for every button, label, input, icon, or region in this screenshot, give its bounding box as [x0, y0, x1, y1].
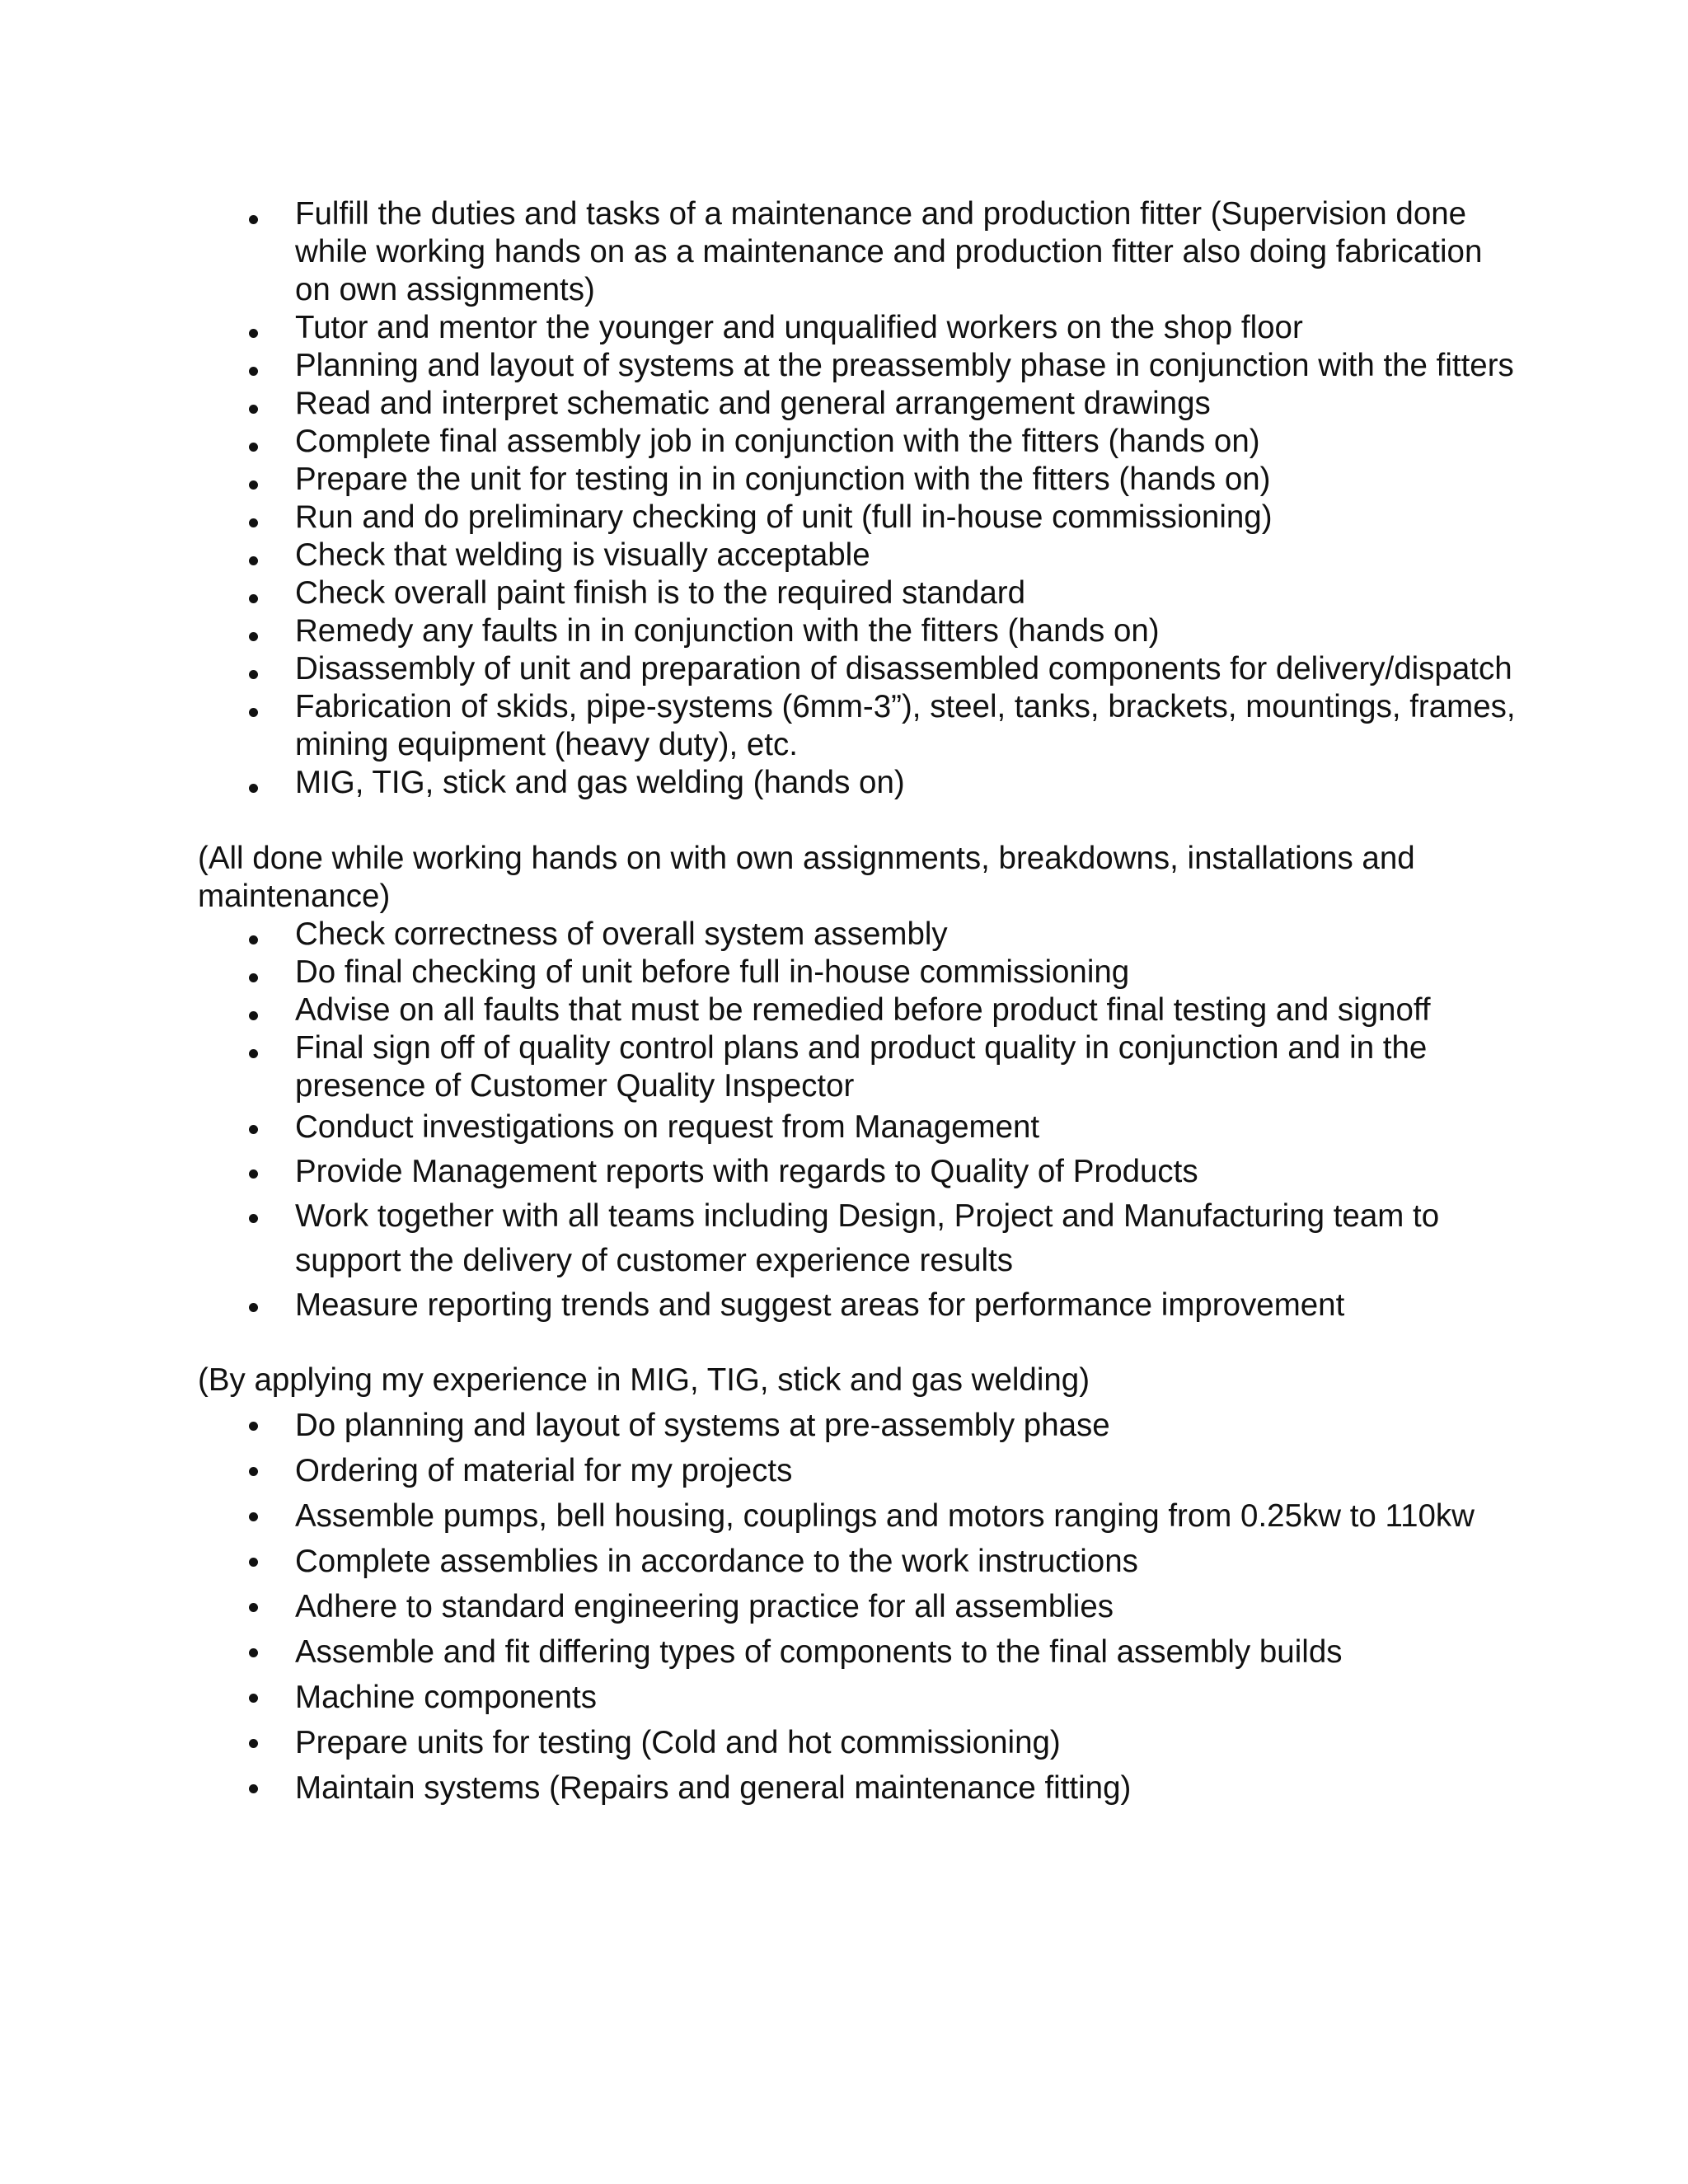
list-item: [295, 1539, 1517, 1584]
list-item-text: Maintain systems (Repairs and general maintenance fitting): [295, 1770, 1132, 1806]
list-item-text: Tutor and mentor the younger and unqualified workers on the shop floor: [295, 310, 1303, 345]
quality-list: [198, 916, 1517, 1328]
list-item: [295, 1150, 1517, 1194]
list-item: [295, 195, 1517, 309]
list-item-text: Assemble and fit differing types of components to the final assembly builds: [295, 1634, 1343, 1670]
list-item: [295, 764, 1517, 802]
list-item: [295, 1029, 1517, 1105]
list-item: [295, 423, 1517, 461]
list-item: [295, 916, 1517, 954]
list-item: [295, 1584, 1517, 1629]
list-item-text: Fabrication of skids, pipe-systems (6mm-3”), steel, tanks, brackets, mountings, frames, mining equipment (heavy duty), etc.: [295, 689, 1516, 762]
list-item-text: Check correctness of overall system assembly: [295, 916, 948, 952]
list-item-text: Conduct investigations on request from Management: [295, 1109, 1040, 1145]
list-item: [295, 385, 1517, 423]
list-item: [295, 1283, 1517, 1328]
list-item: [295, 1675, 1517, 1720]
section-intro: (All done while working hands on with own assignments, breakdowns, installations and maintenance): [198, 841, 1415, 914]
list-item: [295, 309, 1517, 347]
list-item-text: Work together with all teams including Design, Project and Manufacturing team to support the delivery of customer experience results: [295, 1198, 1440, 1278]
list-item: [295, 1720, 1517, 1765]
list-item-text: Read and interpret schematic and general arrangement drawings: [295, 386, 1211, 421]
list-item: [295, 347, 1517, 385]
list-item-text: Complete final assembly job in conjunction with the fitters (hands on): [295, 424, 1260, 459]
list-item-text: Ordering of material for my projects: [295, 1453, 793, 1488]
list-item-text: Prepare units for testing (Cold and hot commissioning): [295, 1725, 1061, 1760]
section-quality: [198, 840, 1517, 1328]
list-item: [295, 574, 1517, 612]
list-item: [295, 688, 1517, 764]
list-item-text: Do final checking of unit before full in-house commissioning: [295, 954, 1130, 990]
welding-list: [198, 1403, 1517, 1811]
list-item: [295, 1403, 1517, 1448]
list-item-text: Final sign off of quality control plans and product quality in conjunction and in the presence of Customer Quality Inspector: [295, 1030, 1428, 1104]
list-item-text: Check overall paint finish is to the required standard: [295, 575, 1025, 611]
section-intro: (By applying my experience in MIG, TIG, stick and gas welding): [198, 1362, 1090, 1398]
list-item-text: Fulfill the duties and tasks of a maintenance and production fitter (Supervision done while working hands on as a maintenance and production fitter also doing fabrication on own assignments): [295, 196, 1483, 307]
list-item-text: Run and do preliminary checking of unit (full in-house commissioning): [295, 499, 1273, 535]
list-item: [295, 537, 1517, 574]
list-item: [295, 1105, 1517, 1150]
list-item-text: Remedy any faults in in conjunction with the fitters (hands on): [295, 613, 1160, 649]
list-item-text: Check that welding is visually acceptable: [295, 537, 870, 573]
list-item: [295, 954, 1517, 991]
document-page: [198, 195, 1517, 1811]
list-item-text: Advise on all faults that must be remedied before product final testing and signoff: [295, 992, 1431, 1028]
list-item-text: Adhere to standard engineering practice for all assemblies: [295, 1589, 1114, 1624]
list-item: [295, 1493, 1517, 1539]
list-item: [295, 612, 1517, 650]
list-item: [295, 991, 1517, 1029]
list-item-text: Complete assemblies in accordance to the work instructions: [295, 1544, 1138, 1579]
list-item: [295, 1194, 1517, 1283]
list-item-text: MIG, TIG, stick and gas welding (hands on): [295, 765, 905, 800]
list-item: [295, 461, 1517, 499]
list-item-text: Disassembly of unit and preparation of disassembled components for delivery/dispatch: [295, 651, 1512, 687]
section-duties: [198, 195, 1517, 802]
list-item-text: Machine components: [295, 1680, 597, 1715]
list-item: [295, 499, 1517, 537]
duties-list: [198, 195, 1517, 802]
list-item-text: Assemble pumps, bell housing, couplings and motors ranging from 0.25kw to 110kw: [295, 1498, 1475, 1534]
list-item-text: Planning and layout of systems at the preassembly phase in conjunction with the fitters: [295, 348, 1514, 383]
list-item-text: Prepare the unit for testing in in conjunction with the fitters (hands on): [295, 462, 1271, 497]
list-item: [295, 1629, 1517, 1675]
list-item-text: Measure reporting trends and suggest areas for performance improvement: [295, 1287, 1345, 1323]
list-item-text: Do planning and layout of systems at pre-assembly phase: [295, 1408, 1110, 1443]
list-item-text: Provide Management reports with regards to Quality of Products: [295, 1154, 1198, 1189]
list-item: [295, 1448, 1517, 1493]
list-item: [295, 650, 1517, 688]
section-welding: [198, 1357, 1517, 1811]
list-item: [295, 1765, 1517, 1811]
